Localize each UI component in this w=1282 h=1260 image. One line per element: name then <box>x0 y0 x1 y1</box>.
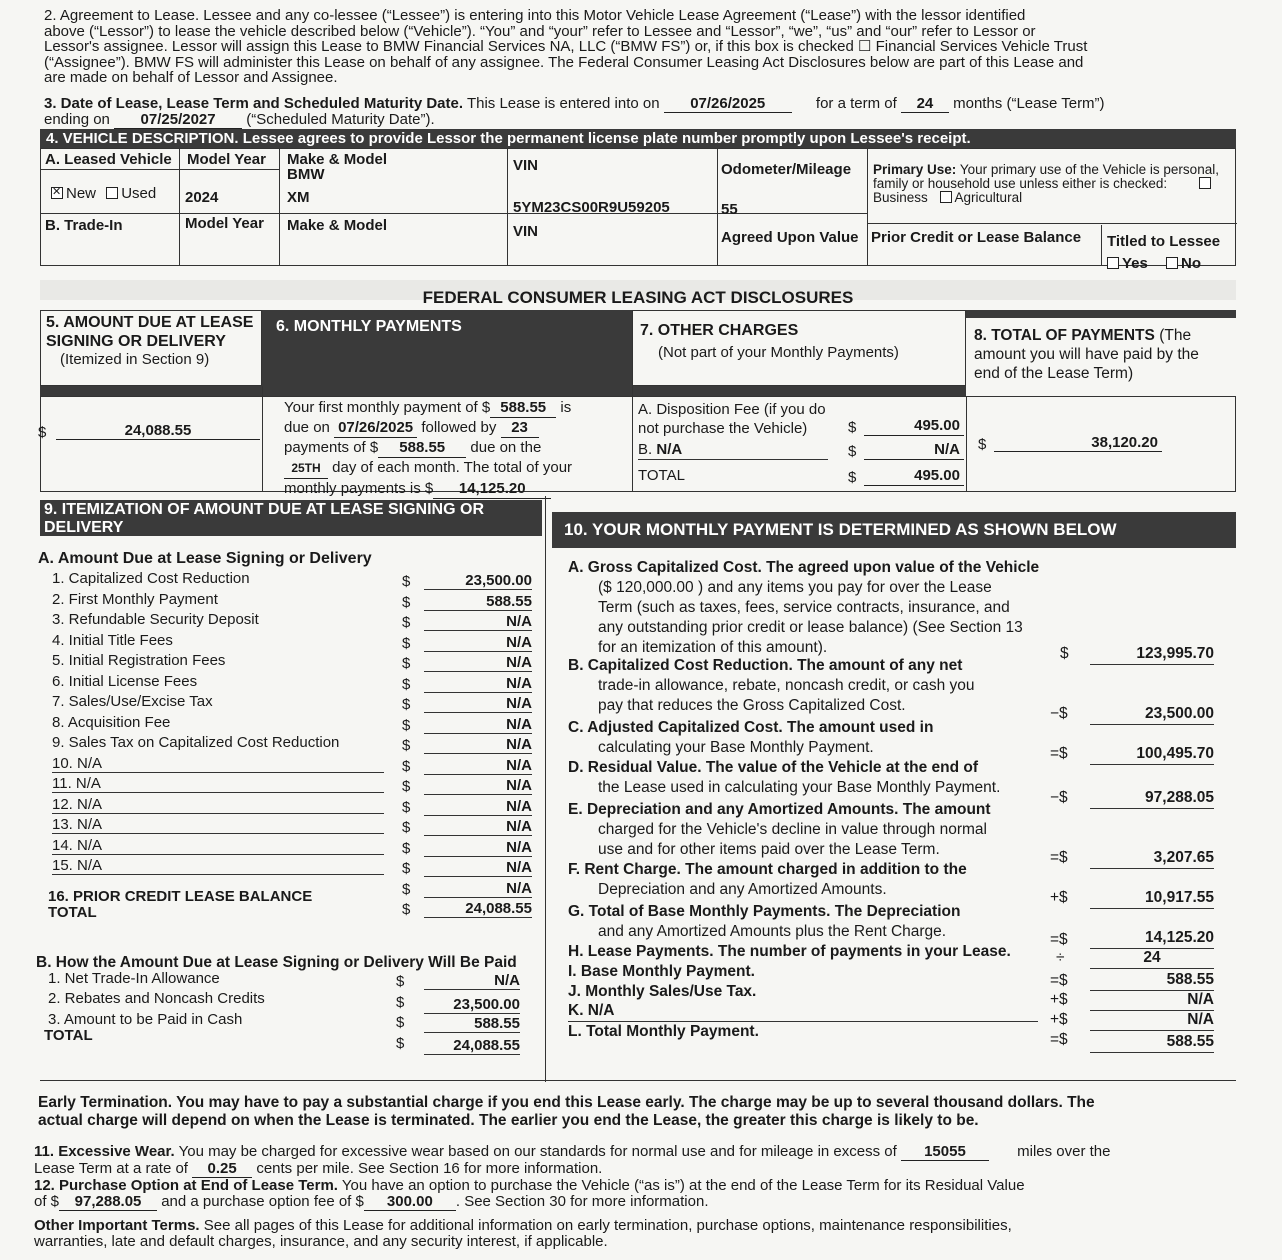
agricultural-label: Agricultural <box>954 190 1023 205</box>
mp-text: is <box>560 399 572 416</box>
vin-label: VIN <box>513 157 539 174</box>
titled-label: Titled to Lessee <box>1107 233 1221 250</box>
leased-vehicle-label: A. Leased Vehicle <box>45 151 172 168</box>
s10-line: the Lease used in calculating your Base Monthly Payment. <box>598 779 1001 796</box>
s2-line: are made on behalf of Lessor and Assignee. <box>44 69 338 86</box>
new-checkbox[interactable] <box>51 187 63 199</box>
item-label: 6. Initial License Fees <box>52 672 198 690</box>
s12-title: 12. Purchase Option at End of Lease Term. <box>34 1177 338 1194</box>
h7-sub: (Not part of your Monthly Payments) <box>658 344 899 361</box>
item-label: 16. PRIOR CREDIT LEASE BALANCE <box>48 888 313 905</box>
s10-header: 10. YOUR MONTHLY PAYMENT IS DETERMINED AS SHOWN BELOW <box>552 512 1236 548</box>
section-11 <box>34 1144 1234 1178</box>
item-value: N/A <box>424 613 532 631</box>
op: =$ <box>1050 849 1068 866</box>
item-value: N/A <box>424 695 532 713</box>
op: $ <box>1060 645 1069 662</box>
used-checkbox[interactable] <box>106 187 118 199</box>
dollar-column: $ $ $ $ $ $ $ $ $ $ $ $ $ $ $ $ $ <box>402 573 411 918</box>
maturity-date: 07/25/2027 <box>114 111 242 129</box>
h8-text <box>974 326 1228 383</box>
ending-note: (“Scheduled Maturity Date”). <box>246 111 435 128</box>
s12-text: of $ <box>34 1193 60 1210</box>
s9-a-title: A. Amount Due at Lease Signing or Delivery <box>38 550 372 567</box>
item-value: N/A <box>424 675 532 693</box>
other-text: See all pages of this Lease for additional information on early termination, purchase options, maintenance responsibilities, <box>203 1217 1012 1234</box>
cap-cost-reduction: 23,500.00 <box>1090 704 1214 725</box>
oc-dollar: $ <box>848 469 857 486</box>
s10-line: calculating your Base Monthly Payment. <box>598 739 874 756</box>
s2-line: above (“Lessor”) to lease the vehicle described below (“Vehicle”). “You” and “your” refer to Lessee and “Lessor”, “we”, “us” and “our” refer to Lessor or <box>44 22 1036 40</box>
payment-day: 25TH <box>284 459 328 479</box>
vehicle-model-year: 2024 <box>185 189 219 206</box>
early-text: You may have to pay a substantial charge if you end this Lease early. The charge may be up to several thousand dollars. The <box>176 1094 1095 1111</box>
s10-line: ($ 120,000.00 ) and any items you pay for over the Lease <box>598 579 992 596</box>
titled-yes-checkbox[interactable] <box>1107 257 1119 269</box>
op: −$ <box>1050 705 1068 722</box>
b-value: N/A <box>424 972 520 990</box>
b-value: 23,500.00 <box>424 996 520 1014</box>
op: =$ <box>1050 972 1068 989</box>
b-value: 588.55 <box>424 1015 520 1033</box>
item-label: 3. Refundable Security Deposit <box>52 611 259 628</box>
op: −$ <box>1050 789 1068 806</box>
mp-text: payments of $ <box>284 439 379 456</box>
s10-line: C. Adjusted Capitalized Cost. The amount used in <box>568 719 934 736</box>
op: ÷ <box>1056 949 1065 966</box>
op: +$ <box>1050 889 1068 906</box>
item-label: 15. N/A <box>52 857 384 875</box>
s3-text3: months (“Lease Term”) <box>953 95 1105 112</box>
s3-title: 3. Date of Lease, Lease Term and Scheduled Maturity Date. <box>44 95 464 112</box>
s4-header: 4. VEHICLE DESCRIPTION. Lessee agrees to provide Lessor the permanent license plate number promptly upon Lessee's receipt. <box>40 129 1236 148</box>
trade-in-label: B. Trade-In <box>45 217 123 234</box>
s11-text: You may be charged for excessive wear based on our standards for normal use and for mileage in excess of <box>178 1143 897 1160</box>
s11-text: Lease Term at a rate of <box>34 1160 188 1177</box>
total-base-payments: 14,125.20 <box>1090 928 1214 949</box>
new-used <box>51 185 156 202</box>
section-3-ending <box>44 111 435 129</box>
s10-line: D. Residual Value. The value of the Vehicle at the end of <box>568 759 978 776</box>
h8-title: 8. TOTAL OF PAYMENTS <box>974 327 1155 344</box>
primary-use-title: Primary Use: <box>873 162 957 177</box>
lease-date: 07/26/2025 <box>664 95 792 113</box>
b-label: 2. Rebates and Noncash Credits <box>48 990 265 1007</box>
s10-line: G. Total of Base Monthly Payments. The Depreciation <box>568 903 961 920</box>
s9-items <box>48 570 542 930</box>
item-label: 5. Initial Registration Fees <box>52 652 226 669</box>
gross-cap-cost: 123,995.70 <box>1090 644 1214 665</box>
payment-count: 23 <box>501 418 539 438</box>
item-label: 13. N/A <box>52 816 384 834</box>
h7-title: 7. OTHER CHARGES <box>640 322 799 339</box>
business-checkbox[interactable] <box>1199 177 1211 189</box>
item-value: 588.55 <box>424 593 532 611</box>
new-label: New <box>66 185 97 202</box>
s3-text2: for a term of <box>815 95 897 112</box>
item-value: N/A <box>424 716 532 734</box>
trade-make-model-label: Make & Model <box>287 217 388 234</box>
op: +$ <box>1050 1011 1068 1028</box>
mp-text: due on <box>284 419 330 436</box>
vehicle-vin: 5YM23CS00R9U59205 <box>513 199 670 216</box>
base-monthly-payment: 588.55 <box>1090 970 1214 991</box>
oc-b-value: N/A <box>864 440 964 460</box>
item-value: N/A <box>424 757 532 775</box>
h5-sub: (Itemized in Section 9) <box>60 351 210 368</box>
h8-sub: (The amount you will have paid by the end of the Lease Term) <box>974 327 1199 382</box>
s10-line: E. Depreciation and any Amortized Amounts. The amount <box>568 801 991 818</box>
titled-yes: Yes <box>1122 255 1148 272</box>
item-label: TOTAL <box>48 904 97 921</box>
primary-use <box>873 163 1233 205</box>
oc-dollar: $ <box>848 419 857 436</box>
total-monthly-payment: 588.55 <box>1090 1032 1214 1053</box>
section-12 <box>34 1178 1234 1211</box>
primary-use-text: Your primary use of the Vehicle is personal, family or household use unless either is checked: <box>873 162 1219 191</box>
b-value: 24,088.55 <box>424 1037 520 1055</box>
oc-b-name: N/A <box>656 441 683 458</box>
prior-credit-label: Prior Credit or Lease Balance <box>871 229 1082 246</box>
s11-text: cents per mile. See Section 16 for more information. <box>256 1160 603 1177</box>
lease-payments-count: 24 <box>1090 948 1214 969</box>
trade-vin-label: VIN <box>513 223 539 240</box>
h6-title: 6. MONTHLY PAYMENTS <box>276 318 462 335</box>
odometer-label: Odometer/Mileage <box>721 161 852 178</box>
oc-b <box>638 440 828 460</box>
total-of-payments: 38,120.20 <box>994 434 1162 452</box>
fcla-title: FEDERAL CONSUMER LEASING ACT DISCLOSURES <box>422 288 854 307</box>
titled-no: No <box>1181 255 1202 272</box>
oc-dollar: $ <box>848 443 857 460</box>
mp-text: monthly payments is $ <box>284 480 434 497</box>
s10-line: pay that reduces the Gross Capitalized Cost. <box>598 697 906 714</box>
vehicle-table <box>40 148 1236 272</box>
s12-text: . See Section 30 for more information. <box>455 1193 709 1210</box>
vehicle-make: BMW <box>287 166 325 183</box>
model-year-label: Model Year <box>187 151 266 168</box>
item-label: 4. Initial Title Fees <box>52 631 173 649</box>
s9-header: 9. ITEMIZATION OF AMOUNT DUE AT LEASE SIGNING OR DELIVERY <box>40 500 542 536</box>
s2-line: Lessor's assignee. Lessor will assign this Lease to BMW Financial Services NA, LLC (“BMW FS”) or, if this box is checked ☐ Financial Services Vehicle Trust <box>44 38 1088 55</box>
vehicle-odometer: 55 <box>721 201 738 218</box>
s10-j: J. Monthly Sales/Use Tax. <box>568 983 757 1000</box>
used-label: Used <box>121 185 157 202</box>
s10-l: L. Total Monthly Payment. <box>568 1023 759 1040</box>
other-terms <box>34 1218 1234 1250</box>
disposition-fee-label: A. Disposition Fee (if you do not purchase the Vehicle) <box>638 401 826 437</box>
item-label: 7. Sales/Use/Excise Tax <box>52 693 213 710</box>
monthly-tax: N/A <box>1090 990 1214 1011</box>
s10-d <box>568 758 1048 798</box>
item-value: N/A <box>424 736 532 754</box>
op: =$ <box>1050 745 1068 762</box>
s11-title: 11. Excessive Wear. <box>34 1143 175 1160</box>
mp-text: due on the <box>470 439 542 456</box>
s10-line: for an itemization of this amount). <box>598 639 828 656</box>
s10-line: and any Amortized Amounts plus the Rent Charge. <box>598 923 947 940</box>
s9-b-title: B. How the Amount Due at Lease Signing or Delivery Will Be Paid <box>36 954 517 971</box>
s10-line: charged for the Vehicle's decline in value through normal <box>598 821 987 838</box>
first-due-date: 07/26/2025 <box>334 418 417 438</box>
item-label: 10. N/A <box>52 755 384 773</box>
s10-line: any outstanding prior credit or lease balance) (See Section 13 <box>598 619 1023 636</box>
mp-text: Your first monthly payment of $ <box>284 399 491 416</box>
s10-c <box>568 718 1048 758</box>
b-label: TOTAL <box>44 1027 93 1044</box>
item-value: N/A <box>424 777 532 795</box>
op: +$ <box>1050 991 1068 1008</box>
s10-g <box>568 902 1048 942</box>
section-2-agreement <box>44 8 1244 86</box>
s10-b <box>568 656 1048 716</box>
titled-options <box>1107 255 1201 272</box>
item-label: 2. First Monthly Payment <box>52 590 218 608</box>
purchase-option-fee: 300.00 <box>364 1194 456 1211</box>
early-text: actual charge will depend on when the Lease is terminated. The earlier you end the Lease, the greater this charge is likely to be. <box>38 1112 979 1129</box>
item-value: N/A <box>424 818 532 836</box>
excess-miles: 15055 <box>901 1144 989 1161</box>
make-model-label: Make & Model <box>287 151 388 168</box>
item-value: N/A <box>424 798 532 816</box>
item-value: N/A <box>424 859 532 877</box>
mp-text: day of each month. The total of your <box>332 459 573 476</box>
payment-amount: 588.55 <box>378 438 466 458</box>
cents-per-mile: 0.25 <box>192 1161 252 1178</box>
item-label: 12. N/A <box>52 796 384 814</box>
item-label: 8. Acquisition Fee <box>52 713 171 731</box>
s10-a <box>568 558 1048 658</box>
vehicle-model: XM <box>287 189 310 206</box>
s10-line: trade-in allowance, rebate, noncash credit, or cash you <box>598 677 975 694</box>
s10-body <box>568 558 1236 1068</box>
s10-line: Term (such as taxes, fees, service contracts, insurance, and <box>598 599 1010 616</box>
monthly-payments-text <box>284 398 634 499</box>
s10-i: I. Base Monthly Payment. <box>568 963 755 980</box>
s10-e <box>568 800 1048 860</box>
item-label: 14. N/A <box>52 837 384 855</box>
op: =$ <box>1050 931 1068 948</box>
item-value: N/A <box>424 880 532 898</box>
item-value: 23,500.00 <box>424 572 532 590</box>
item-label: 11. N/A <box>52 775 384 793</box>
other-title: Other Important Terms. <box>34 1217 200 1234</box>
item-value: N/A <box>424 634 532 652</box>
business-label: Business <box>873 190 928 205</box>
trade-model-year-label: Model Year <box>185 215 264 232</box>
oc-total-value: 495.00 <box>864 466 964 486</box>
agreed-value-label: Agreed Upon Value <box>721 229 859 246</box>
amount-due-value: 24,088.55 <box>56 422 260 440</box>
s10-line: Depreciation and any Amortized Amounts. <box>598 881 887 898</box>
amount-due-dollar: $ <box>38 424 47 441</box>
titled-no-checkbox[interactable] <box>1166 257 1178 269</box>
k-value: N/A <box>1090 1010 1214 1031</box>
mp-text: followed by <box>421 419 497 436</box>
s12-text: You have an option to purchase the Vehicle (“as is”) at the end of the Lease Term for its Residual Value <box>341 1177 1025 1194</box>
s3-text1: This Lease is entered into on <box>466 95 660 112</box>
depreciation: 3,207.65 <box>1090 848 1214 869</box>
monthly-total: 14,125.20 <box>433 479 551 499</box>
ending-label: ending on <box>44 111 110 128</box>
lease-term: 24 <box>901 95 949 113</box>
s10-line: A. Gross Capitalized Cost. The agreed upon value of the Vehicle <box>568 559 1040 576</box>
b-label: 1. Net Trade-In Allowance <box>48 970 220 987</box>
item-value: 24,088.55 <box>424 900 532 918</box>
s10-line: use and for other items paid over the Lease Term. <box>598 841 940 858</box>
s10-line: F. Rent Charge. The amount charged in addition to the <box>568 861 967 878</box>
s2-line: (“Assignee”). BMW FS will administer this Lease on behalf of any assignee. The Federal Consumer Leasing Act Disclosures below are part of this Lease and <box>44 53 1084 71</box>
s12-text: and a purchase option fee of $ <box>161 1193 364 1210</box>
other-text: warranties, late and default charges, insurance, and any security interest, if applicable. <box>34 1233 608 1250</box>
agricultural-checkbox[interactable] <box>940 191 952 203</box>
disposition-fee-value: 495.00 <box>864 416 964 436</box>
s9-b-items <box>44 970 538 1060</box>
s10-h: H. Lease Payments. The number of payments in your Lease. <box>568 943 1011 960</box>
s11-text: miles over the <box>1017 1143 1111 1160</box>
b-label: 3. Amount to be Paid in Cash <box>48 1011 243 1028</box>
item-value: N/A <box>424 839 532 857</box>
oc-b-letter: B. <box>638 441 653 458</box>
s10-line: B. Capitalized Cost Reduction. The amount of any net <box>568 657 963 674</box>
tp-dollar: $ <box>978 436 987 453</box>
rent-charge: 10,917.55 <box>1090 888 1214 909</box>
b-dollar-column: $ $ $ $ <box>396 973 405 1052</box>
s10-k: K. N/A <box>568 1001 1038 1022</box>
h5-title: 5. AMOUNT DUE AT LEASE SIGNING OR DELIVERY <box>46 314 254 350</box>
oc-total-label: TOTAL <box>638 467 685 484</box>
op: =$ <box>1050 1031 1068 1048</box>
item-value: N/A <box>424 654 532 672</box>
s2-line: 2. Agreement to Lease. Lessee and any co-lessee (“Lessee”) is entering into this Motor Vehicle Lease Agreement (“Lease”) with the lessor identified <box>44 7 1026 24</box>
item-label: 9. Sales Tax on Capitalized Cost Reduction <box>52 734 340 751</box>
early-title: Early Termination. <box>38 1094 173 1111</box>
first-payment: 588.55 <box>490 398 556 418</box>
item-label: 1. Capitalized Cost Reduction <box>52 570 250 587</box>
early-termination <box>38 1094 1238 1130</box>
s10-f <box>568 860 1048 900</box>
purchase-residual: 97,288.05 <box>59 1194 157 1211</box>
adjusted-cap-cost: 100,495.70 <box>1090 744 1214 765</box>
residual-value: 97,288.05 <box>1090 788 1214 809</box>
